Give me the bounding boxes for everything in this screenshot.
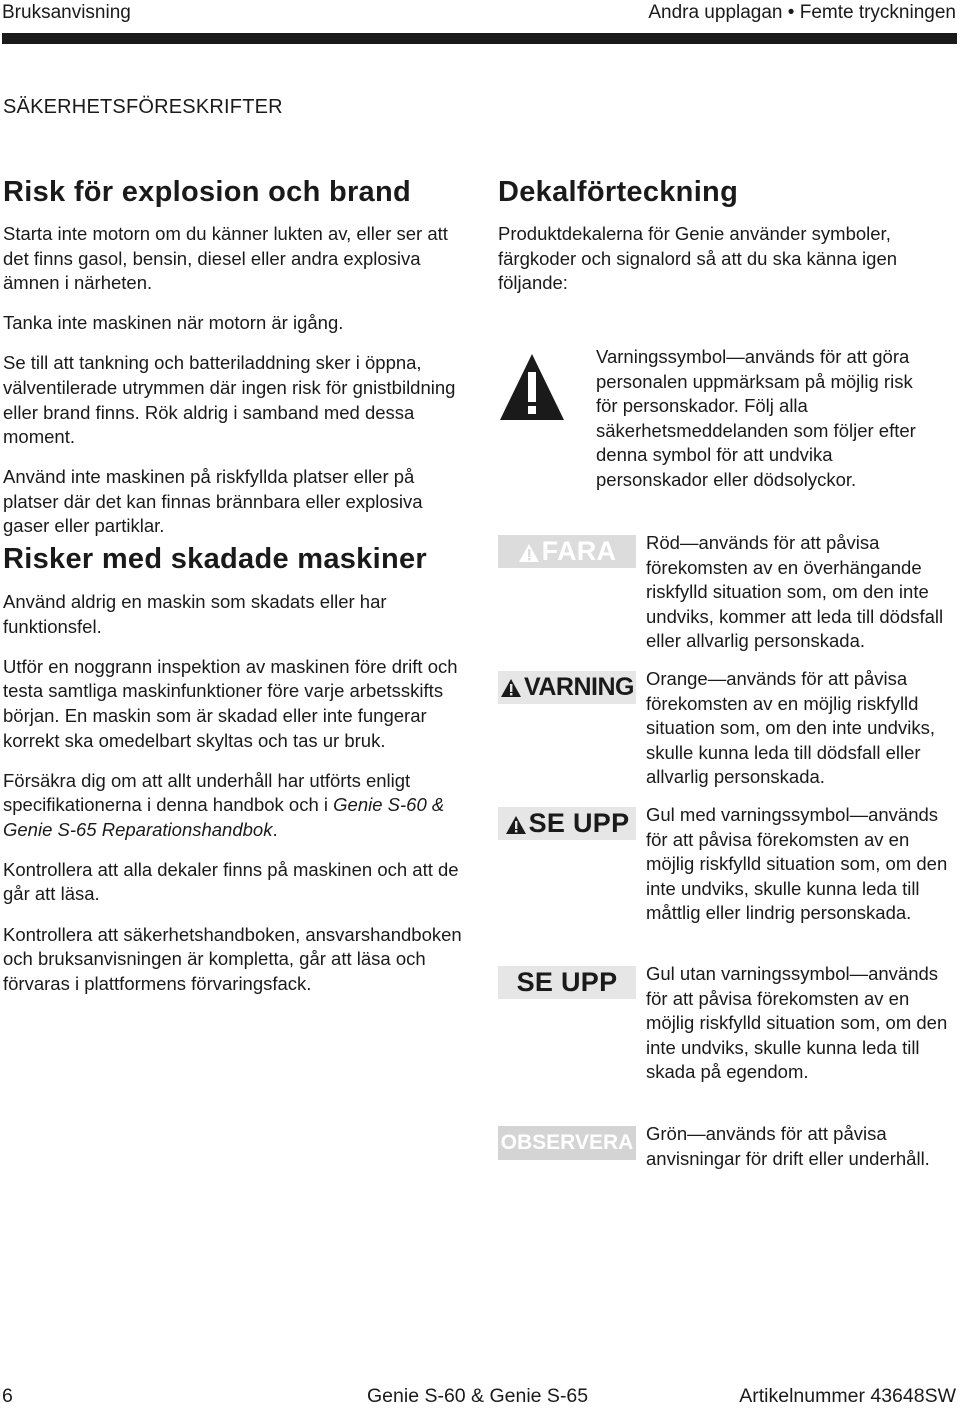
decal-row-fara: [498, 532, 958, 655]
footer-part-number: Artikelnummer 43648SW: [739, 1385, 956, 1407]
heading-damaged-machines: Risker med skadade maskiner: [3, 543, 427, 576]
decal-text-observera: Grön—används för att påvisa anvisningar för drift eller underhåll.: [646, 1123, 930, 1169]
footer-page-number: 6: [2, 1385, 13, 1407]
paragraph: Tanka inte maskinen när motorn är igång.: [3, 312, 344, 334]
decal-badge-observera: OBSERVERA: [498, 1126, 636, 1160]
paragraph: Kontrollera att säkerhetshandboken, ansvarshandboken och bruksanvisningen är kompletta, går att läsa och förvaras i plattformens förvaringsfack.: [3, 923, 462, 994]
heading-decal-list: Dekalförteckning: [498, 176, 739, 208]
decal-row-varning: [498, 670, 958, 790]
safety-alert-row: [498, 346, 958, 510]
safety-alert-text: Varningssymbol—används för att göra personalen uppmärksam på möjlig risk för personskador. Följ alla säkerhetsmeddelanden som följer efter denna symbol för att undvika personskador eller dödsolyckor.: [596, 346, 916, 490]
decal-badge-se-upp-symbol: SE UPP: [498, 807, 636, 840]
paragraph: Kontrollera att alla dekaler finns på maskinen och att de går att läsa.: [3, 858, 459, 905]
warning-triangle-icon: [518, 543, 540, 563]
paragraph: Utför en noggrann inspektion av maskinen före drift och testa samtliga maskinfunktioner före varje arbetsskifts början. En maskin som är skadad eller inte fungerar korrekt ska omedelbart skyltas och tas ur bruk.: [3, 655, 458, 751]
decal-row-se-upp-symbol: [498, 806, 958, 946]
section-label: SÄKERHETSFÖRESKRIFTER: [3, 96, 283, 118]
header-edition: Andra upplagan • Femte tryckningen: [648, 2, 956, 23]
decal-badge-se-upp-plain: SE UPP: [498, 966, 636, 999]
decal-intro: Produktdekalerna för Genie använder symboler, färgkoder och signalord så att du ska känna igen följande:: [498, 223, 898, 294]
decal-row-observera: [498, 1123, 958, 1186]
decal-text-se-upp-plain: Gul utan varningssymbol—används för att påvisa förekomsten av en möjlig riskfylld situation som, om den inte undviks, skulle kunna leda till skada på egendom.: [646, 963, 948, 1083]
decal-text-fara: Röd—används för att påvisa förekomsten av en överhängande riskfylld situation som, om den inte undviks, kommer att leda till dödsfall eller allvarlig personskada.: [646, 532, 944, 652]
warning-triangle-icon: [500, 678, 522, 698]
decal-row-se-upp-plain: [498, 963, 958, 1106]
warning-triangle-icon: [505, 815, 527, 835]
decal-text-varning: Orange—används för att påvisa förekomsten av en möjlig riskfylld situation som, om den inte undviks, skulle kunna leda till dödsfall eller allvarlig personskada.: [646, 668, 935, 788]
left-column: [3, 176, 471, 996]
paragraph: Använd aldrig en maskin som skadats eller har funktionsfel.: [3, 591, 387, 637]
decal-badge-varning: VARNING: [498, 671, 636, 704]
paragraph: Se till att tankning och batteriladdning sker i öppna, välventilerade utrymmen där ingen risk för gnistbildning eller brand finns. Rök aldrig i samband med dessa moment.: [3, 352, 456, 448]
header-manual-title: Bruksanvisning: [2, 2, 131, 23]
right-column: [498, 176, 958, 296]
repair-manual-title: Genie S-60 & Genie S-65 Reparationshandbok: [3, 794, 445, 840]
footer-model: Genie S-60 & Genie S-65: [367, 1385, 589, 1407]
paragraph: Starta inte motorn om du känner lukten av, eller ser att det finns gasol, bensin, diesel eller andra explosiva ämnen i närheten.: [3, 223, 448, 294]
decal-badge-fara: FARA: [498, 535, 636, 568]
paragraph: Använd inte maskinen på riskfyllda platser eller på platser där det kan finnas brännbara eller explosiva gaser eller partiklar.: [3, 466, 423, 537]
header-rule: [2, 33, 957, 44]
paragraph-maintenance: Försäkra dig om att allt underhåll har utförts enligt specifikationerna i denna handbok och i Genie S-60 & Genie S-65 Reparationshandbok.: [3, 769, 445, 840]
heading-explosion-fire: Risk för explosion och brand: [3, 176, 412, 208]
warning-triangle-icon: [498, 352, 566, 422]
decal-text-se-upp-symbol: Gul med varningssymbol—används för att påvisa förekomsten av en möjlig riskfylld situation som, om den inte undviks, skulle kunna leda till måttlig eller lindrig personskada.: [646, 804, 948, 924]
